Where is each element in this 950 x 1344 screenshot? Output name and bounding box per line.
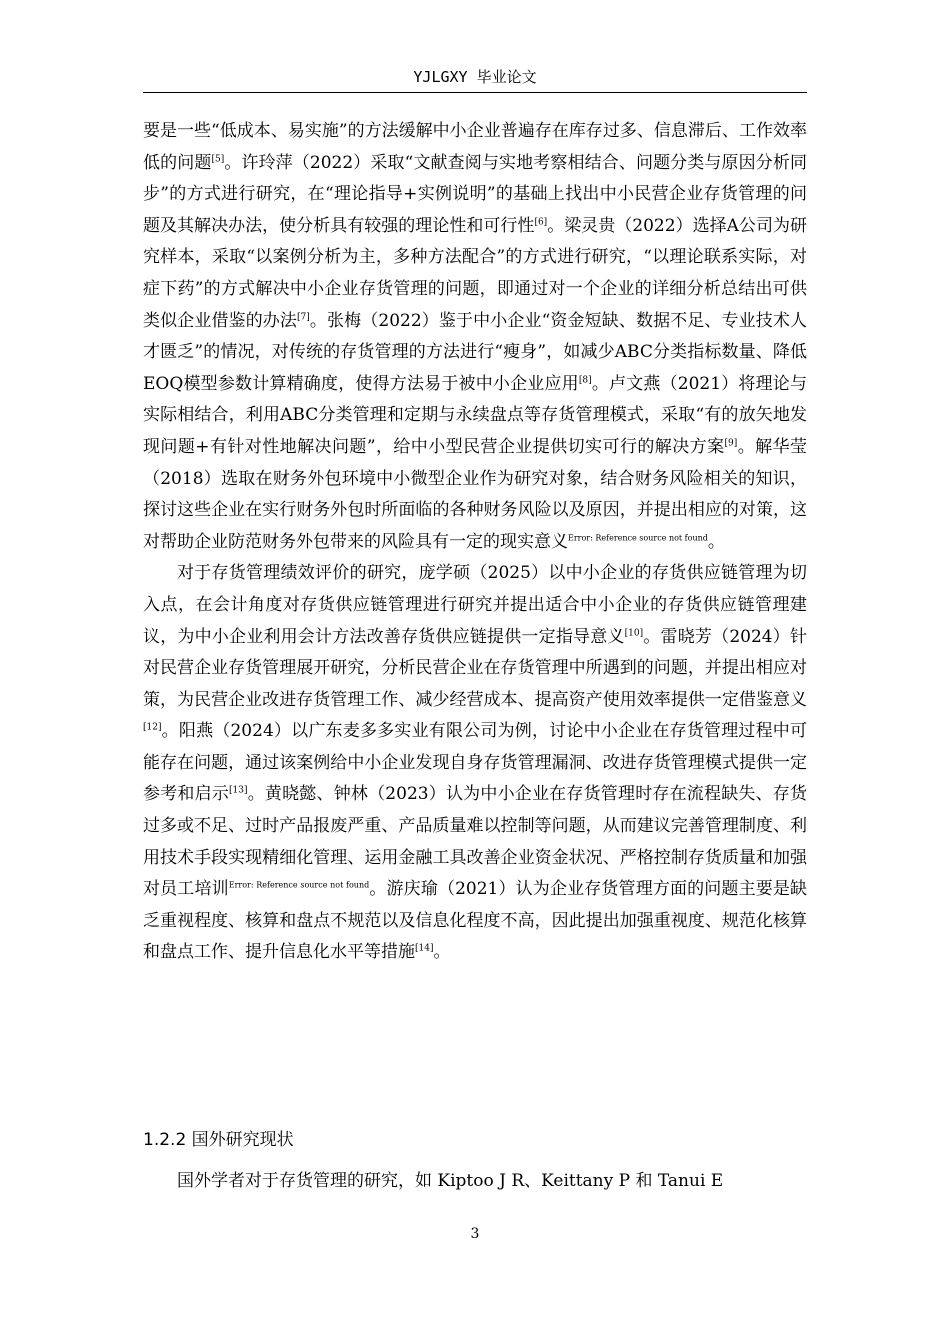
text-run: 。许玲萍（2022）采取“文献查阅与实地考察相结合、问题分类与原因分析同步”的方式进行研究，在“理论指导+实例说明”的基础上找出中小民营企业存货管理的问题及其解决办法，使分析具有较强的理论性和可行性: [143, 152, 807, 236]
text-run: 。游庆瑜（2021）认为企业存货管理方面的问题主要是缺乏重视程度、核算和盘点不规范以及信息化程度不高，因此提出加强重视度、规范化核算和盘点工作、提升信息化水平等措施: [143, 879, 808, 963]
body-paragraph: [143, 116, 807, 558]
citation-marker: [10]: [624, 627, 644, 638]
citation-marker: [6]: [534, 217, 548, 228]
text-run: 。阳燕（2024）以广东麦多多实业有限公司为例，讨论中小企业在存货管理过程中可能存在问题，通过该案例给中小企业发现自身存货管理漏洞、改进存货管理模式提供一定参考和启示: [143, 721, 807, 805]
citation-marker: [7]: [297, 311, 310, 322]
text-run: 。梁灵贵（2022）选择A公司为研究样本，采取“以案例分析为主，多种方法配合”的方式进行研究，“以理论联系实际，对症下药”的方式解决中小企业存货管理的问题，即通过对一个企业的详细分析总结出可供类似企业借鉴的办法: [143, 215, 807, 331]
header-title: YJLGXY 毕业论文: [413, 68, 537, 86]
page-header: [143, 62, 807, 93]
citation-marker: [8]: [578, 375, 592, 386]
body-paragraph: [143, 558, 807, 969]
citation-marker: [14]: [415, 943, 434, 954]
citation-marker: [5]: [211, 153, 225, 164]
page-number: 3: [470, 1226, 480, 1242]
body-text: [143, 116, 807, 969]
text-run: 。解华莹（2018）选取在财务外包环境中小微型企业作为研究对象，结合财务风险相关的知识，探讨这些企业在实行财务外包时所面临的各种财务风险以及原因，并提出相应的对策，这对帮助企业防范财务外包带来的风险具有一定的现实意义: [143, 436, 807, 552]
citation-marker: [9]: [724, 438, 738, 449]
section-heading: 1.2.2 国外研究现状: [143, 1130, 294, 1150]
text-run: 。张梅（2022）鉴于中小企业“资金短缺、数据不足、专业技术人才匮乏”的情况，对传统的存货管理的方法进行“瘦身”，如减少ABC分类指标数量、降低EOQ模型参数计算精确度，使得方法易于被中小企业应用: [143, 310, 807, 394]
text-run: 。卢文燕（2021）将理论与实际相结合，利用ABC分类管理和定期与永续盘点等存货管理模式，采取“有的放矢地发现问题+有针对性地解决问题”，给中小型民营企业提供切实可行的解决方案: [143, 373, 807, 457]
citation-error: Error: Reference source not found: [228, 880, 370, 890]
text-run: 。黄晓懿、钟林（2023）认为中小企业在存货管理时存在流程缺失、存货过多或不足、过时产品报废严重、产品质量难以控制等问题，从而建议完善管理制度、利用技术手段实现精细化管理、运用金融工具改善企业资金状况、严格控制存货质量和加强对员工培训: [143, 784, 808, 900]
text-run: 。: [433, 942, 451, 963]
text-run: 要是一些“低成本、易实施”的方法缓解中小企业普遍存在库存过多、信息滞后、工作效率低的问题: [143, 121, 807, 173]
citation-marker: [13]: [229, 785, 248, 796]
text-run: 。: [707, 531, 725, 552]
citation-error: Error: Reference source not found: [568, 533, 708, 543]
paragraph-tail: 国外学者对于存货管理的研究，如 Kiptoo J R、Keittany P 和 Tanui E: [177, 1171, 724, 1191]
text-run: 对于存货管理绩效评价的研究，庞学硕（2025）以中小企业的存货供应链管理为切入点，在会计角度对存货供应链管理进行研究并提出适合中小企业的存货供应链管理建议，为中小企业利用会计方法改善存货供应链提供一定指导意义: [143, 563, 807, 647]
text-run: 。雷晓芳（2024）针对民营企业存货管理展开研究，分析民营企业在存货管理中所遇到的问题，并提出相应对策，为民营企业改进存货管理工作、减少经营成本、提高资产使用效率提供一定借鉴意义: [143, 626, 807, 710]
citation-marker: [12]: [143, 722, 162, 733]
